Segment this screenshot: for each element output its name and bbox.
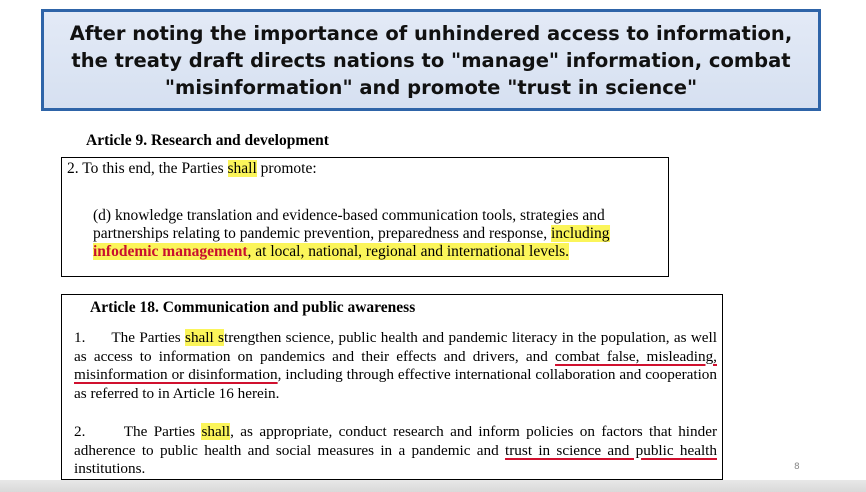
article-18-paragraph-2: [74, 423, 717, 479]
p2-shall-highlight: shall: [201, 423, 231, 440]
p2-text: , as appropriate, conduct research and inform policies on factors that hinder adherence to public health and social measures in a pandemic and: [74, 423, 718, 459]
slide-bottom-edge: [0, 480, 866, 492]
title-box: [41, 9, 821, 111]
p1-number: 1.: [74, 329, 86, 346]
article-9-excerpt-box: [61, 157, 669, 277]
p2-rest: institutions.: [74, 460, 146, 477]
slide-title: After noting the importance of unhindered access to information, the treaty draft directs nations to "manage" information, combat "misinformation" and promote "trust in science": [69, 21, 793, 99]
page-number: 8: [794, 462, 800, 472]
shall-highlight: shall: [227, 160, 257, 177]
pd-including: including: [550, 225, 610, 242]
p1-the-parties: The Parties: [111, 329, 186, 346]
article-18-heading: Article 18. Communication and public awareness: [90, 299, 416, 316]
article-18-paragraph-1: [74, 329, 717, 403]
combat-misinformation-underlined: combat false, misleading, misinformation or disinformation: [74, 347, 717, 383]
p2-text-before: 2. To this end, the Parties: [67, 160, 228, 177]
p2-number: 2.: [74, 423, 86, 440]
p1-rest: , including through effective international collaboration and cooperation as referred to in Article 16 herein.: [74, 366, 717, 402]
article-9-heading: Article 9. Research and development: [86, 132, 329, 149]
p2-the-parties: The Parties: [123, 423, 202, 440]
article-18-excerpt-box: [61, 294, 723, 480]
article-9-paragraph-d: [93, 207, 667, 261]
infodemic-management-text: infodemic management: [93, 243, 248, 260]
p2-text-after: promote:: [256, 160, 317, 177]
article-9-paragraph-2: [67, 160, 317, 178]
trust-in-science-underlined: trust in science and public health: [505, 441, 717, 459]
p1-text: trengthen science, public health and pandemic literacy in the population, as well as access to information on pandemics and their effects and drivers, and: [74, 329, 717, 365]
pd-rest: , at local, national, regional and international levels.: [247, 243, 570, 260]
pd-text: (d) knowledge translation and evidence-based communication tools, strategies and partnerships relating to pandemic prevention, preparedness and response,: [93, 207, 605, 242]
p1-shall-highlight: shall s: [185, 329, 224, 346]
